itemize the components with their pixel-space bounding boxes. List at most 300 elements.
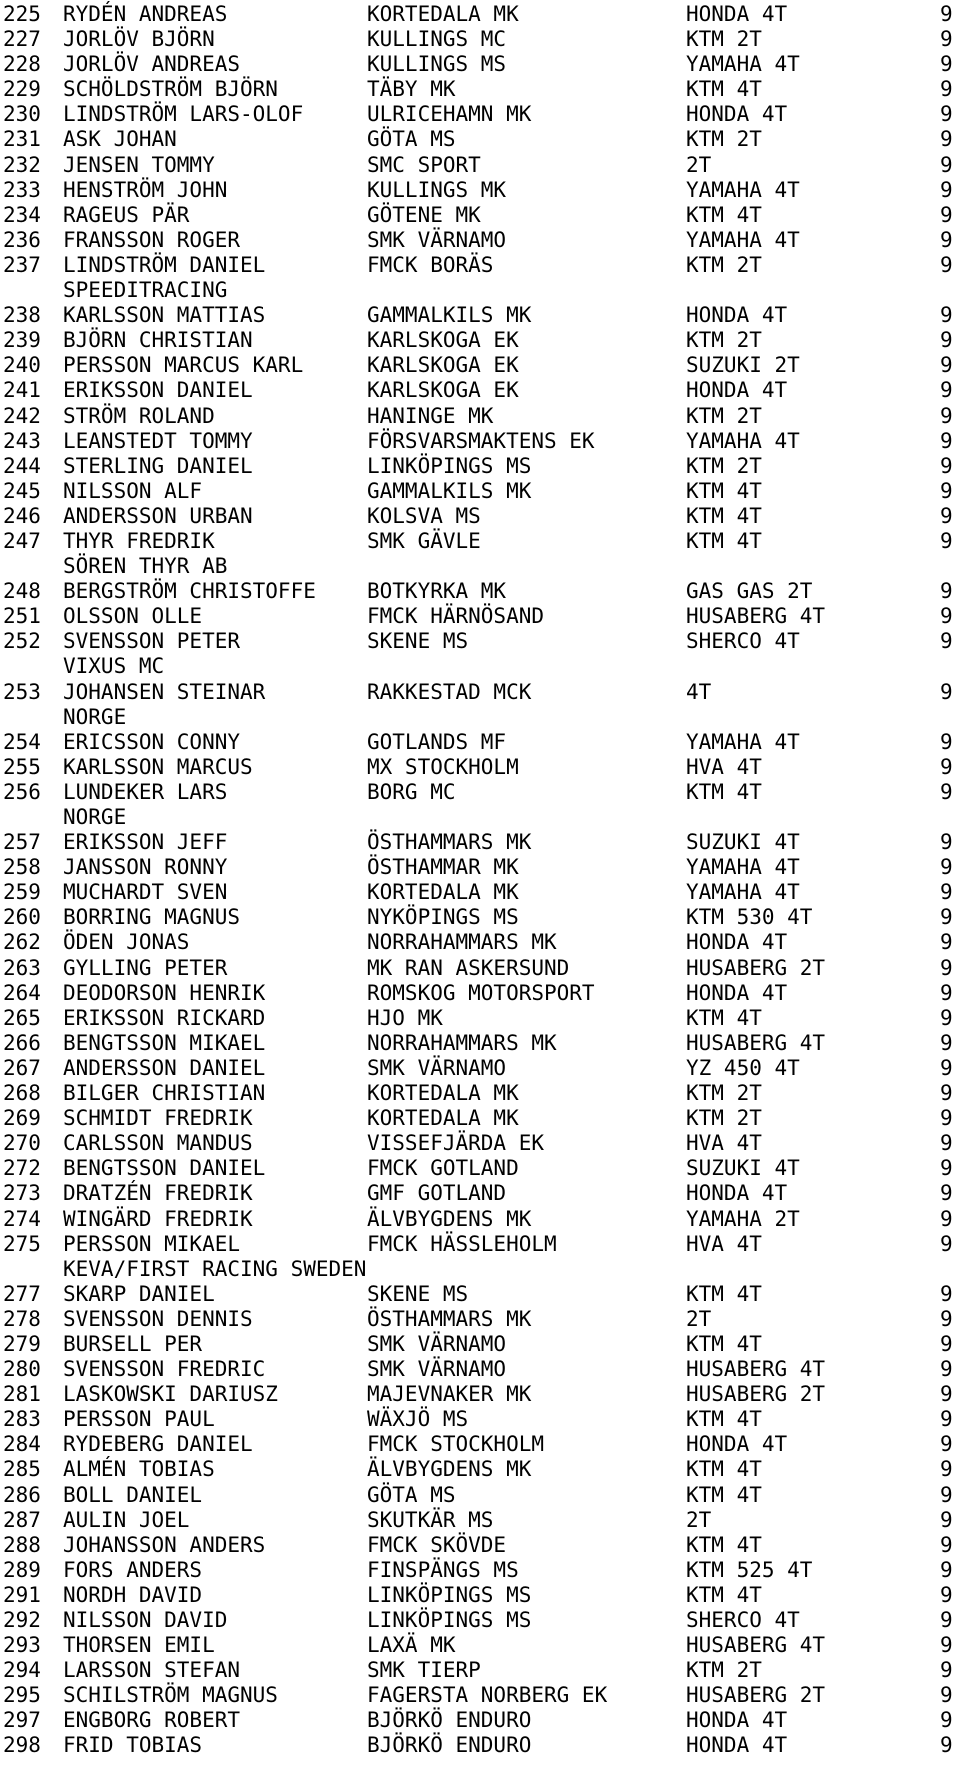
rider-name: FRANSSON ROGER bbox=[63, 227, 241, 252]
sponsor-note: NORGE bbox=[63, 805, 127, 829]
start-number: 275 bbox=[3, 1231, 41, 1256]
entry-row bbox=[0, 479, 960, 504]
start-number: 247 bbox=[3, 528, 41, 553]
class-number: 9 bbox=[940, 1357, 953, 1382]
entry-row bbox=[0, 178, 960, 203]
start-number: 253 bbox=[3, 679, 41, 704]
bike-model: KTM 4T bbox=[686, 503, 762, 528]
club-name: FMCK HÄRNÖSAND bbox=[367, 604, 545, 629]
club-name: SMK VÄRNAMO bbox=[367, 1055, 507, 1080]
start-number: 273 bbox=[3, 1181, 41, 1206]
rider-name: SKARP DANIEL bbox=[63, 1281, 215, 1306]
bike-model: 2T bbox=[686, 1507, 712, 1532]
start-number: 272 bbox=[3, 1156, 41, 1181]
bike-model: KTM 4T bbox=[686, 1407, 762, 1432]
class-number: 9 bbox=[940, 1733, 953, 1758]
entry-row bbox=[0, 1633, 960, 1658]
club-name: GÖTENE MK bbox=[367, 202, 481, 227]
entry-row bbox=[0, 153, 960, 178]
bike-model: HONDA 4T bbox=[686, 930, 788, 955]
rider-name: SCHILSTRÖM MAGNUS bbox=[63, 1683, 278, 1708]
club-name: BJÖRKÖ ENDURO bbox=[367, 1708, 532, 1733]
club-name: FINSPÄNGS MS bbox=[367, 1557, 519, 1582]
entry-row bbox=[0, 1232, 960, 1257]
club-name: FAGERSTA NORBERG EK bbox=[367, 1683, 608, 1708]
club-name: FMCK STOCKHOLM bbox=[367, 1432, 545, 1457]
rider-name: CARLSSON MANDUS bbox=[63, 1131, 253, 1156]
rider-name: JORLÖV BJÖRN bbox=[63, 27, 215, 52]
club-name: KULLINGS MK bbox=[367, 177, 507, 202]
start-number: 239 bbox=[3, 328, 41, 353]
bike-model: SUZUKI 2T bbox=[686, 353, 800, 378]
club-name: RAKKESTAD MCK bbox=[367, 679, 532, 704]
entry-row bbox=[0, 378, 960, 403]
start-number: 231 bbox=[3, 127, 41, 152]
rider-name: SVENSSON PETER bbox=[63, 629, 241, 654]
bike-model: KTM 2T bbox=[686, 127, 762, 152]
entry-row bbox=[0, 1583, 960, 1608]
entry-row bbox=[0, 77, 960, 102]
entry-row bbox=[0, 604, 960, 629]
class-number: 9 bbox=[940, 1206, 953, 1231]
start-number: 294 bbox=[3, 1658, 41, 1683]
entry-row bbox=[0, 930, 960, 955]
bike-model: YAMAHA 4T bbox=[686, 52, 800, 77]
entry-row bbox=[0, 102, 960, 127]
start-number: 293 bbox=[3, 1633, 41, 1658]
entry-row bbox=[0, 1608, 960, 1633]
sponsor-note-row bbox=[0, 705, 960, 730]
class-number: 9 bbox=[940, 2, 953, 26]
rider-name: BENGTSSON MIKAEL bbox=[63, 1030, 266, 1055]
start-number: 255 bbox=[3, 754, 41, 779]
class-number: 9 bbox=[940, 1482, 953, 1507]
entry-row bbox=[0, 228, 960, 253]
bike-model: HUSABERG 4T bbox=[686, 1357, 826, 1382]
start-number: 266 bbox=[3, 1030, 41, 1055]
bike-model: 2T bbox=[686, 152, 712, 177]
rider-name: LINDSTRÖM DANIEL bbox=[63, 252, 266, 277]
entry-row bbox=[0, 1457, 960, 1482]
club-name: SMK VÄRNAMO bbox=[367, 1357, 507, 1382]
rider-name: ERIKSSON RICKARD bbox=[63, 1005, 266, 1030]
club-name: KULLINGS MC bbox=[367, 27, 507, 52]
start-number: 243 bbox=[3, 428, 41, 453]
rider-name: STRÖM ROLAND bbox=[63, 403, 215, 428]
class-number: 9 bbox=[940, 503, 953, 528]
entry-row bbox=[0, 353, 960, 378]
bike-model: KTM 4T bbox=[686, 779, 762, 804]
entry-row bbox=[0, 1508, 960, 1533]
start-number: 288 bbox=[3, 1532, 41, 1557]
rider-name: LUNDEKER LARS bbox=[63, 779, 228, 804]
entry-row bbox=[0, 127, 960, 152]
sponsor-note-row bbox=[0, 1257, 960, 1282]
club-name: GÖTA MS bbox=[367, 127, 456, 152]
entry-row bbox=[0, 880, 960, 905]
bike-model: KTM 2T bbox=[686, 453, 762, 478]
entry-row bbox=[0, 1483, 960, 1508]
sponsor-note-row bbox=[0, 278, 960, 303]
bike-model: HUSABERG 4T bbox=[686, 1030, 826, 1055]
entry-row bbox=[0, 780, 960, 805]
rider-name: LINDSTRÖM LARS-OLOF bbox=[63, 102, 304, 127]
entry-row bbox=[0, 1307, 960, 1332]
start-number: 229 bbox=[3, 77, 41, 102]
club-name: NORRAHAMMARS MK bbox=[367, 930, 557, 955]
club-name: MX STOCKHOLM bbox=[367, 754, 519, 779]
class-number: 9 bbox=[940, 252, 953, 277]
club-name: FMCK SKÖVDE bbox=[367, 1532, 507, 1557]
club-name: KULLINGS MS bbox=[367, 52, 507, 77]
club-name: ÖSTHAMMARS MK bbox=[367, 830, 532, 855]
start-number: 242 bbox=[3, 403, 41, 428]
start-number: 238 bbox=[3, 303, 41, 328]
class-number: 9 bbox=[940, 1683, 953, 1708]
rider-name: WINGÄRD FREDRIK bbox=[63, 1206, 253, 1231]
entry-row bbox=[0, 529, 960, 554]
club-name: SKENE MS bbox=[367, 629, 469, 654]
bike-model: GAS GAS 2T bbox=[686, 579, 813, 604]
start-number: 277 bbox=[3, 1281, 41, 1306]
start-number: 264 bbox=[3, 980, 41, 1005]
bike-model: KTM 2T bbox=[686, 328, 762, 353]
start-number: 237 bbox=[3, 252, 41, 277]
club-name: KORTEDALA MK bbox=[367, 2, 519, 26]
class-number: 9 bbox=[940, 1708, 953, 1733]
start-number: 283 bbox=[3, 1407, 41, 1432]
bike-model: KTM 4T bbox=[686, 528, 762, 553]
club-name: HJO MK bbox=[367, 1005, 443, 1030]
entry-row bbox=[0, 1533, 960, 1558]
entry-row bbox=[0, 1006, 960, 1031]
club-name: ÄLVBYGDENS MK bbox=[367, 1206, 532, 1231]
start-number: 278 bbox=[3, 1306, 41, 1331]
rider-name: LASKOWSKI DARIUSZ bbox=[63, 1382, 278, 1407]
entry-row bbox=[0, 855, 960, 880]
club-name: GOTLANDS MF bbox=[367, 729, 507, 754]
class-number: 9 bbox=[940, 905, 953, 930]
entry-row bbox=[0, 1207, 960, 1232]
bike-model: SHERCO 4T bbox=[686, 629, 800, 654]
bike-model: SHERCO 4T bbox=[686, 1608, 800, 1632]
entry-row bbox=[0, 956, 960, 981]
class-number: 9 bbox=[940, 1407, 953, 1432]
class-number: 9 bbox=[940, 127, 953, 152]
rider-name: AULIN JOEL bbox=[63, 1507, 190, 1532]
entry-row bbox=[0, 1332, 960, 1357]
class-number: 9 bbox=[940, 1382, 953, 1407]
entry-row bbox=[0, 830, 960, 855]
bike-model: HVA 4T bbox=[686, 754, 762, 779]
rider-name: ANDERSSON DANIEL bbox=[63, 1055, 266, 1080]
club-name: MAJEVNAKER MK bbox=[367, 1382, 532, 1407]
entry-row bbox=[0, 1031, 960, 1056]
rider-name: ERIKSSON JEFF bbox=[63, 830, 228, 855]
class-number: 9 bbox=[940, 955, 953, 980]
class-number: 9 bbox=[940, 1055, 953, 1080]
class-number: 9 bbox=[940, 1106, 953, 1131]
rider-name: BENGTSSON DANIEL bbox=[63, 1156, 266, 1181]
bike-model: KTM 4T bbox=[686, 1457, 762, 1482]
rider-name: ERIKSSON DANIEL bbox=[63, 378, 253, 403]
class-number: 9 bbox=[940, 604, 953, 629]
entry-row bbox=[0, 1658, 960, 1683]
club-name: SMK GÄVLE bbox=[367, 528, 481, 553]
rider-name: RAGEUS PÄR bbox=[63, 202, 190, 227]
club-name: KARLSKOGA EK bbox=[367, 353, 519, 378]
start-number: 289 bbox=[3, 1557, 41, 1582]
rider-name: BURSELL PER bbox=[63, 1331, 203, 1356]
start-number: 254 bbox=[3, 729, 41, 754]
sponsor-note: SÖREN THYR AB bbox=[63, 554, 228, 579]
bike-model: 2T bbox=[686, 1306, 712, 1331]
club-name: BORG MC bbox=[367, 779, 456, 804]
start-number: 240 bbox=[3, 353, 41, 378]
sponsor-note: SPEEDITRACING bbox=[63, 278, 228, 303]
start-number: 228 bbox=[3, 52, 41, 77]
entry-row bbox=[0, 303, 960, 328]
class-number: 9 bbox=[940, 177, 953, 202]
entry-row bbox=[0, 27, 960, 52]
class-number: 9 bbox=[940, 1331, 953, 1356]
start-number: 279 bbox=[3, 1331, 41, 1356]
rider-name: ÖDEN JONAS bbox=[63, 930, 190, 955]
start-number: 263 bbox=[3, 955, 41, 980]
start-number: 292 bbox=[3, 1608, 41, 1632]
entry-row bbox=[0, 1181, 960, 1206]
start-number: 286 bbox=[3, 1482, 41, 1507]
sponsor-note-row bbox=[0, 554, 960, 579]
rider-name: PERSSON PAUL bbox=[63, 1407, 215, 1432]
entry-row bbox=[0, 504, 960, 529]
bike-model: KTM 4T bbox=[686, 478, 762, 503]
club-name: SMK VÄRNAMO bbox=[367, 227, 507, 252]
bike-model: KTM 2T bbox=[686, 1081, 762, 1106]
rider-name: HENSTRÖM JOHN bbox=[63, 177, 228, 202]
bike-model: SUZUKI 4T bbox=[686, 1156, 800, 1181]
entry-row bbox=[0, 52, 960, 77]
start-number: 256 bbox=[3, 779, 41, 804]
rider-name: STERLING DANIEL bbox=[63, 453, 253, 478]
rider-name: BERGSTRÖM CHRISTOFFE bbox=[63, 579, 316, 604]
start-number: 295 bbox=[3, 1683, 41, 1708]
club-name: FÖRSVARSMAKTENS EK bbox=[367, 428, 595, 453]
start-number: 285 bbox=[3, 1457, 41, 1482]
entry-row bbox=[0, 253, 960, 278]
class-number: 9 bbox=[940, 729, 953, 754]
club-name: NYKÖPINGS MS bbox=[367, 905, 519, 930]
rider-name: ASK JOHAN bbox=[63, 127, 177, 152]
rider-name: THORSEN EMIL bbox=[63, 1633, 215, 1658]
start-number: 297 bbox=[3, 1708, 41, 1733]
class-number: 9 bbox=[940, 328, 953, 353]
entry-row bbox=[0, 1382, 960, 1407]
start-number: 252 bbox=[3, 629, 41, 654]
class-number: 9 bbox=[940, 378, 953, 403]
entry-row bbox=[0, 328, 960, 353]
entry-row bbox=[0, 429, 960, 454]
class-number: 9 bbox=[940, 353, 953, 378]
start-number: 281 bbox=[3, 1382, 41, 1407]
club-name: GAMMALKILS MK bbox=[367, 303, 532, 328]
bike-model: KTM 4T bbox=[686, 77, 762, 102]
club-name: GAMMALKILS MK bbox=[367, 478, 532, 503]
class-number: 9 bbox=[940, 1432, 953, 1457]
start-number: 284 bbox=[3, 1432, 41, 1457]
rider-name: JOHANSSON ANDERS bbox=[63, 1532, 266, 1557]
entry-row bbox=[0, 1056, 960, 1081]
bike-model: KTM 4T bbox=[686, 1005, 762, 1030]
class-number: 9 bbox=[940, 754, 953, 779]
rider-name: BORRING MAGNUS bbox=[63, 905, 241, 930]
entry-row bbox=[0, 1407, 960, 1432]
entry-row bbox=[0, 629, 960, 654]
rider-name: JORLÖV ANDREAS bbox=[63, 52, 241, 77]
start-number: 244 bbox=[3, 453, 41, 478]
bike-model: KTM 2T bbox=[686, 403, 762, 428]
start-number: 267 bbox=[3, 1055, 41, 1080]
rider-name: PERSSON MIKAEL bbox=[63, 1231, 241, 1256]
bike-model: HONDA 4T bbox=[686, 1181, 788, 1206]
start-number: 274 bbox=[3, 1206, 41, 1231]
rider-name: SCHÖLDSTRÖM BJÖRN bbox=[63, 77, 278, 102]
class-number: 9 bbox=[940, 202, 953, 227]
start-number: 265 bbox=[3, 1005, 41, 1030]
rider-name: JENSEN TOMMY bbox=[63, 152, 215, 177]
bike-model: KTM 4T bbox=[686, 1281, 762, 1306]
class-number: 9 bbox=[940, 478, 953, 503]
bike-model: HONDA 4T bbox=[686, 378, 788, 403]
entry-row bbox=[0, 1282, 960, 1307]
rider-name: NILSSON ALF bbox=[63, 478, 203, 503]
bike-model: YAMAHA 4T bbox=[686, 227, 800, 252]
class-number: 9 bbox=[940, 1030, 953, 1055]
entry-list bbox=[0, 2, 960, 1759]
rider-name: PERSSON MARCUS KARL bbox=[63, 353, 304, 378]
entry-row bbox=[0, 1106, 960, 1131]
bike-model: HVA 4T bbox=[686, 1131, 762, 1156]
class-number: 9 bbox=[940, 1457, 953, 1482]
class-number: 9 bbox=[940, 1005, 953, 1030]
class-number: 9 bbox=[940, 579, 953, 604]
start-number: 236 bbox=[3, 227, 41, 252]
bike-model: HONDA 4T bbox=[686, 102, 788, 127]
bike-model: SUZUKI 4T bbox=[686, 830, 800, 855]
bike-model: HONDA 4T bbox=[686, 1708, 788, 1733]
class-number: 9 bbox=[940, 77, 953, 102]
club-name: SKENE MS bbox=[367, 1281, 469, 1306]
club-name: KORTEDALA MK bbox=[367, 880, 519, 905]
bike-model: HONDA 4T bbox=[686, 1733, 788, 1758]
start-number: 225 bbox=[3, 2, 41, 26]
start-number: 234 bbox=[3, 202, 41, 227]
rider-name: LARSSON STEFAN bbox=[63, 1658, 241, 1683]
bike-model: HUSABERG 2T bbox=[686, 1683, 826, 1708]
start-number: 233 bbox=[3, 177, 41, 202]
rider-name: BJÖRN CHRISTIAN bbox=[63, 328, 253, 353]
class-number: 9 bbox=[940, 1608, 953, 1632]
club-name: VISSEFJÄRDA EK bbox=[367, 1131, 545, 1156]
start-number: 280 bbox=[3, 1357, 41, 1382]
start-number: 227 bbox=[3, 27, 41, 52]
entry-row bbox=[0, 1432, 960, 1457]
start-number: 245 bbox=[3, 478, 41, 503]
club-name: ULRICEHAMN MK bbox=[367, 102, 532, 127]
class-number: 9 bbox=[940, 227, 953, 252]
rider-name: SVENSSON DENNIS bbox=[63, 1306, 253, 1331]
club-name: ROMSKOG MOTORSPORT bbox=[367, 980, 595, 1005]
class-number: 9 bbox=[940, 880, 953, 905]
bike-model: HUSABERG 2T bbox=[686, 1382, 826, 1407]
entry-row bbox=[0, 1357, 960, 1382]
class-number: 9 bbox=[940, 1231, 953, 1256]
entry-row bbox=[0, 579, 960, 604]
club-name: KARLSKOGA EK bbox=[367, 328, 519, 353]
entry-row bbox=[0, 981, 960, 1006]
class-number: 9 bbox=[940, 1181, 953, 1206]
rider-name: OLSSON OLLE bbox=[63, 604, 203, 629]
club-name: KOLSVA MS bbox=[367, 503, 481, 528]
entry-row bbox=[0, 905, 960, 930]
club-name: GÖTA MS bbox=[367, 1482, 456, 1507]
entry-row bbox=[0, 1081, 960, 1106]
class-number: 9 bbox=[940, 27, 953, 52]
entry-row bbox=[0, 1558, 960, 1583]
club-name: ÖSTHAMMAR MK bbox=[367, 855, 519, 880]
rider-name: GYLLING PETER bbox=[63, 955, 228, 980]
sponsor-note: NORGE bbox=[63, 704, 127, 729]
club-name: KARLSKOGA EK bbox=[367, 378, 519, 403]
bike-model: HVA 4T bbox=[686, 1231, 762, 1256]
bike-model: KTM 2T bbox=[686, 252, 762, 277]
rider-name: ENGBORG ROBERT bbox=[63, 1708, 241, 1733]
club-name: ÖSTHAMMARS MK bbox=[367, 1306, 532, 1331]
class-number: 9 bbox=[940, 303, 953, 328]
club-name: MK RAN ASKERSUND bbox=[367, 955, 570, 980]
entry-row bbox=[0, 680, 960, 705]
entry-row bbox=[0, 1683, 960, 1708]
club-name: SKUTKÄR MS bbox=[367, 1507, 494, 1532]
bike-model: HONDA 4T bbox=[686, 980, 788, 1005]
class-number: 9 bbox=[940, 403, 953, 428]
start-number: 260 bbox=[3, 905, 41, 930]
class-number: 9 bbox=[940, 1658, 953, 1683]
class-number: 9 bbox=[940, 453, 953, 478]
rider-name: SCHMIDT FREDRIK bbox=[63, 1106, 253, 1131]
sponsor-note-row bbox=[0, 654, 960, 679]
bike-model: KTM 530 4T bbox=[686, 905, 813, 930]
entry-row bbox=[0, 2, 960, 27]
class-number: 9 bbox=[940, 679, 953, 704]
club-name: LINKÖPINGS MS bbox=[367, 1608, 532, 1632]
rider-name: FRID TOBIAS bbox=[63, 1733, 203, 1758]
entry-row bbox=[0, 454, 960, 479]
bike-model: YAMAHA 4T bbox=[686, 880, 800, 905]
sponsor-note: KEVA/FIRST RACING SWEDEN bbox=[63, 1256, 367, 1281]
rider-name: JOHANSEN STEINAR bbox=[63, 679, 266, 704]
bike-model: KTM 4T bbox=[686, 1482, 762, 1507]
rider-name: ERICSSON CONNY bbox=[63, 729, 241, 754]
club-name: NORRAHAMMARS MK bbox=[367, 1030, 557, 1055]
bike-model: HONDA 4T bbox=[686, 303, 788, 328]
class-number: 9 bbox=[940, 1156, 953, 1181]
start-number: 262 bbox=[3, 930, 41, 955]
rider-name: SVENSSON FREDRIC bbox=[63, 1357, 266, 1382]
class-number: 9 bbox=[940, 1633, 953, 1658]
entry-row bbox=[0, 1156, 960, 1181]
bike-model: HUSABERG 2T bbox=[686, 955, 826, 980]
